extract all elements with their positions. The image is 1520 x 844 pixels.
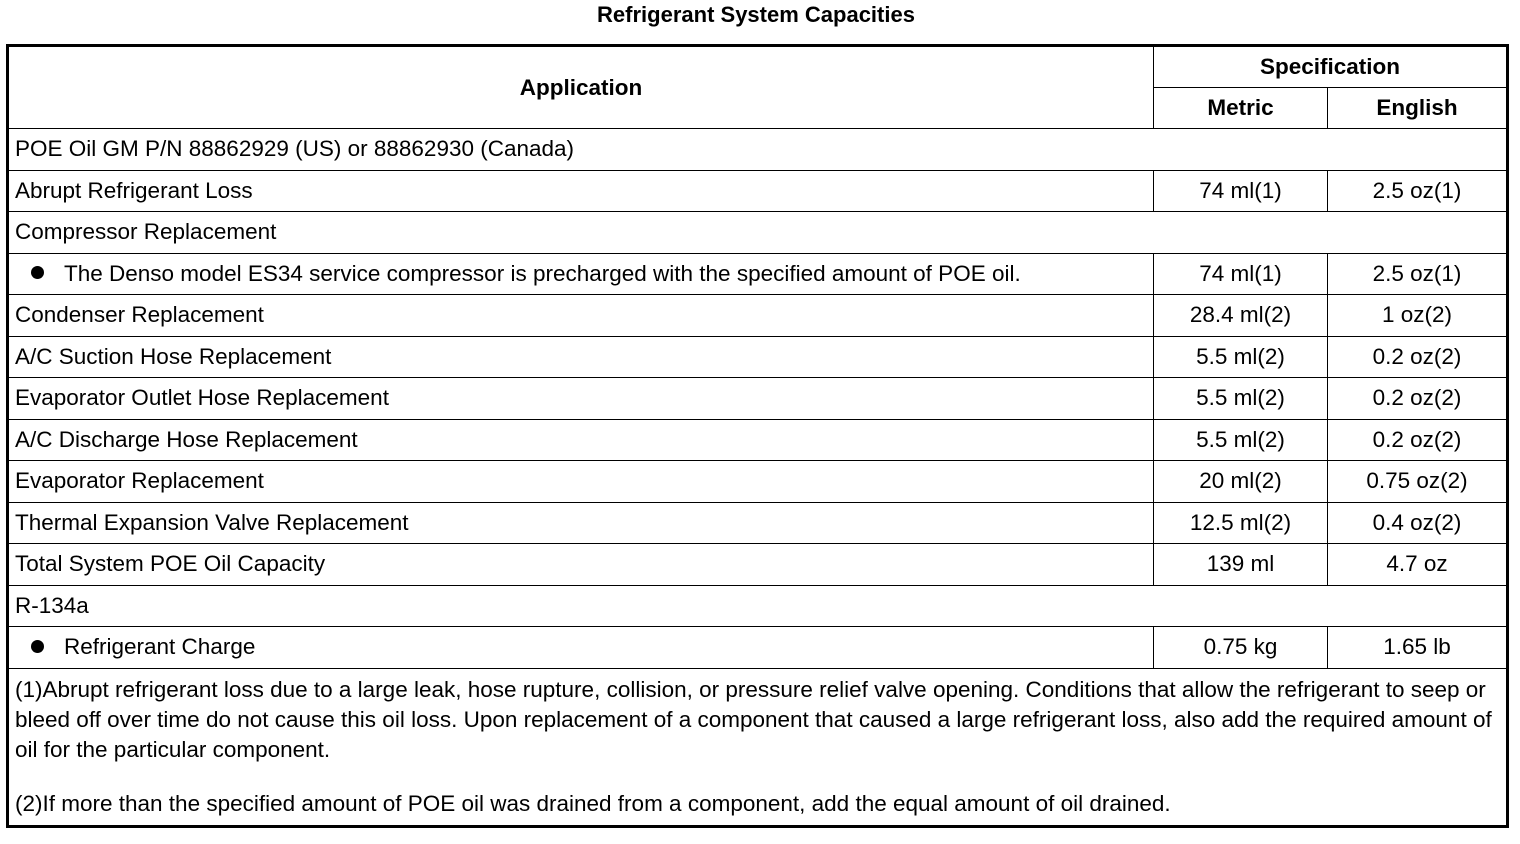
table-row [8,212,1508,254]
row-metric: 74 ml(1) [1154,170,1328,212]
row-application [8,627,1154,669]
row-application: Thermal Expansion Valve Replacement [8,502,1154,544]
row-metric: 20 ml(2) [1154,461,1328,503]
row-english: 0.4 oz(2) [1328,502,1508,544]
table-row [8,585,1508,627]
row-application: Condenser Replacement [8,295,1154,337]
capacities-table [6,44,1509,828]
row-metric: 5.5 ml(2) [1154,336,1328,378]
bullet-icon [31,640,44,653]
row-metric: 139 ml [1154,544,1328,586]
row-metric: 28.4 ml(2) [1154,295,1328,337]
table-row [8,129,1508,171]
row-metric: 5.5 ml(2) [1154,419,1328,461]
row-application: Abrupt Refrigerant Loss [8,170,1154,212]
section-compressor: Compressor Replacement [8,212,1508,254]
notes-row [8,668,1508,826]
header-application: Application [8,46,1154,129]
row-application: Evaporator Replacement [8,461,1154,503]
row-english: 0.2 oz(2) [1328,336,1508,378]
footnotes [8,668,1508,826]
table-row [8,627,1508,669]
header-english: English [1328,88,1508,129]
row-english: 2.5 oz(1) [1328,253,1508,295]
table-row [8,170,1508,212]
row-english: 0.75 oz(2) [1328,461,1508,503]
row-metric: 12.5 ml(2) [1154,502,1328,544]
header-metric: Metric [1154,88,1328,129]
table-row [8,502,1508,544]
header-specification: Specification [1154,46,1508,88]
footnote-1: (1)Abrupt refrigerant loss due to a large leak, hose rupture, collision, or pressure relief valve opening. Conditions that allow the refrigerant to seep or bleed off over time do not cause this oil loss. Upon replacement of a component that caused a large refrigerant loss, also add the required amount of oil for the particular component. [15,676,1492,762]
row-english: 2.5 oz(1) [1328,170,1508,212]
row-application: Evaporator Outlet Hose Replacement [8,378,1154,420]
row-english: 4.7 oz [1328,544,1508,586]
footnote-2: (2)If more than the specified amount of POE oil was drained from a component, add the equal amount of oil drained. [15,790,1171,816]
row-application: A/C Discharge Hose Replacement [8,419,1154,461]
table-row [8,378,1508,420]
row-metric: 5.5 ml(2) [1154,378,1328,420]
table-row [8,544,1508,586]
table-title: Refrigerant System Capacities [597,2,915,27]
bullet-text: The Denso model ES34 service compressor is precharged with the specified amount of POE oil. [64,260,1021,286]
bullet-icon [31,266,44,279]
row-english: 0.2 oz(2) [1328,378,1508,420]
row-metric: 74 ml(1) [1154,253,1328,295]
row-english: 1.65 lb [1328,627,1508,669]
table-row [8,336,1508,378]
row-english: 1 oz(2) [1328,295,1508,337]
row-metric: 0.75 kg [1154,627,1328,669]
table-row [8,461,1508,503]
table-row [8,253,1508,295]
row-application: Total System POE Oil Capacity [8,544,1154,586]
table-row [8,419,1508,461]
section-poe-oil: POE Oil GM P/N 88862929 (US) or 88862930 (Canada) [8,129,1508,171]
row-application [8,253,1154,295]
bullet-text: Refrigerant Charge [64,634,256,660]
row-application: A/C Suction Hose Replacement [8,336,1154,378]
row-english: 0.2 oz(2) [1328,419,1508,461]
section-r134a: R-134a [8,585,1508,627]
table-row [8,295,1508,337]
